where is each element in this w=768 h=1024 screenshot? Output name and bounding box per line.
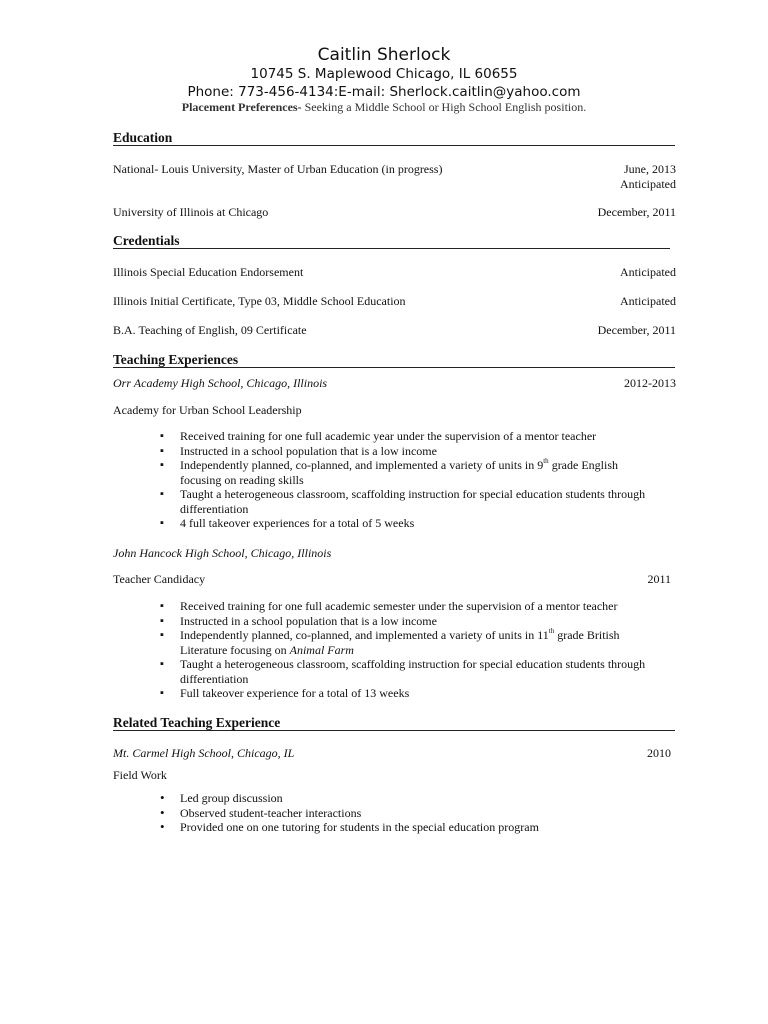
hancock-bullet-list [158, 599, 678, 701]
school-name: Mt. Carmel High School, Chicago, IL [113, 746, 295, 760]
credential-item: B.A. Teaching of English, 09 Certificate [113, 323, 307, 337]
school-date: 2010 [647, 746, 671, 760]
school-date: 2012-2013 [624, 376, 676, 390]
credential-item: Illinois Initial Certificate, Type 03, Middle School Education [113, 294, 406, 308]
list-item: ▪ Independently planned, co-planned, and implemented a variety of units in 11th grade British Literature focusing on Animal Farm [158, 628, 678, 657]
education-rule [113, 145, 675, 146]
education-date: December, 2011 [597, 205, 676, 219]
resume-name: Caitlin Sherlock [317, 45, 451, 65]
related-rule [113, 730, 675, 731]
credential-date: December, 2011 [597, 323, 676, 337]
credential-date: Anticipated [620, 265, 676, 279]
list-item: ▪ Instructed in a school population that is a low income [158, 614, 678, 629]
teaching-heading: Teaching Experiences [113, 352, 239, 367]
school-name: Orr Academy High School, Chicago, Illinois [113, 376, 328, 390]
list-item: ▪ Independently planned, co-planned, and implemented a variety of units in 9th grade English focusing on reading skills [158, 458, 678, 487]
list-item: • Observed student-teacher interactions [158, 806, 678, 821]
list-item: ▪ Instructed in a school population that is a low income [158, 444, 678, 459]
placement-text: Seeking a Middle School or High School English position. [301, 100, 587, 114]
related-heading: Related Teaching Experience [113, 715, 281, 730]
placement-preferences [0, 100, 768, 115]
teaching-rule [113, 367, 675, 368]
education-item: National- Louis University, Master of Urban Education (in progress) [113, 162, 443, 176]
credential-date: Anticipated [620, 294, 676, 308]
list-item: ▪ Taught a heterogeneous classroom, scaffolding instruction for special education students through differentiation [158, 657, 678, 686]
school-date: 2011 [647, 572, 671, 586]
list-item: ▪ Taught a heterogeneous classroom, scaffolding instruction for special education students through differentiation [158, 487, 678, 516]
list-item: ▪ Full takeover experience for a total of 13 weeks [158, 686, 678, 701]
list-item: ▪ Received training for one full academic semester under the supervision of a mentor teacher [158, 599, 678, 614]
education-heading: Education [113, 130, 173, 145]
list-item: • Led group discussion [158, 791, 678, 806]
education-item: University of Illinois at Chicago [113, 205, 269, 219]
credentials-heading: Credentials [113, 233, 180, 248]
school-role: Field Work [113, 768, 167, 782]
resume-address: 10745 S. Maplewood Chicago, IL 60655 [250, 66, 518, 82]
school-role: Teacher Candidacy [113, 572, 206, 586]
resume-contact: Phone: 773-456-4134:E-mail: Sherlock.caitlin@yahoo.com [187, 84, 581, 100]
education-date: June, 2013 [624, 162, 676, 176]
related-bullet-list [158, 791, 678, 835]
list-item: ▪ Received training for one full academic year under the supervision of a mentor teacher [158, 429, 678, 444]
school-role: Academy for Urban School Leadership [113, 403, 302, 417]
education-note: Anticipated [620, 177, 676, 191]
list-item: • Provided one on one tutoring for students in the special education program [158, 820, 678, 835]
orr-bullet-list [158, 429, 678, 531]
credential-item: Illinois Special Education Endorsement [113, 265, 304, 279]
credentials-rule [113, 248, 670, 249]
placement-label: Placement Preferences- [181, 100, 302, 114]
school-name: John Hancock High School, Chicago, Illinois [113, 546, 332, 560]
list-item: ▪ 4 full takeover experiences for a total of 5 weeks [158, 516, 678, 531]
